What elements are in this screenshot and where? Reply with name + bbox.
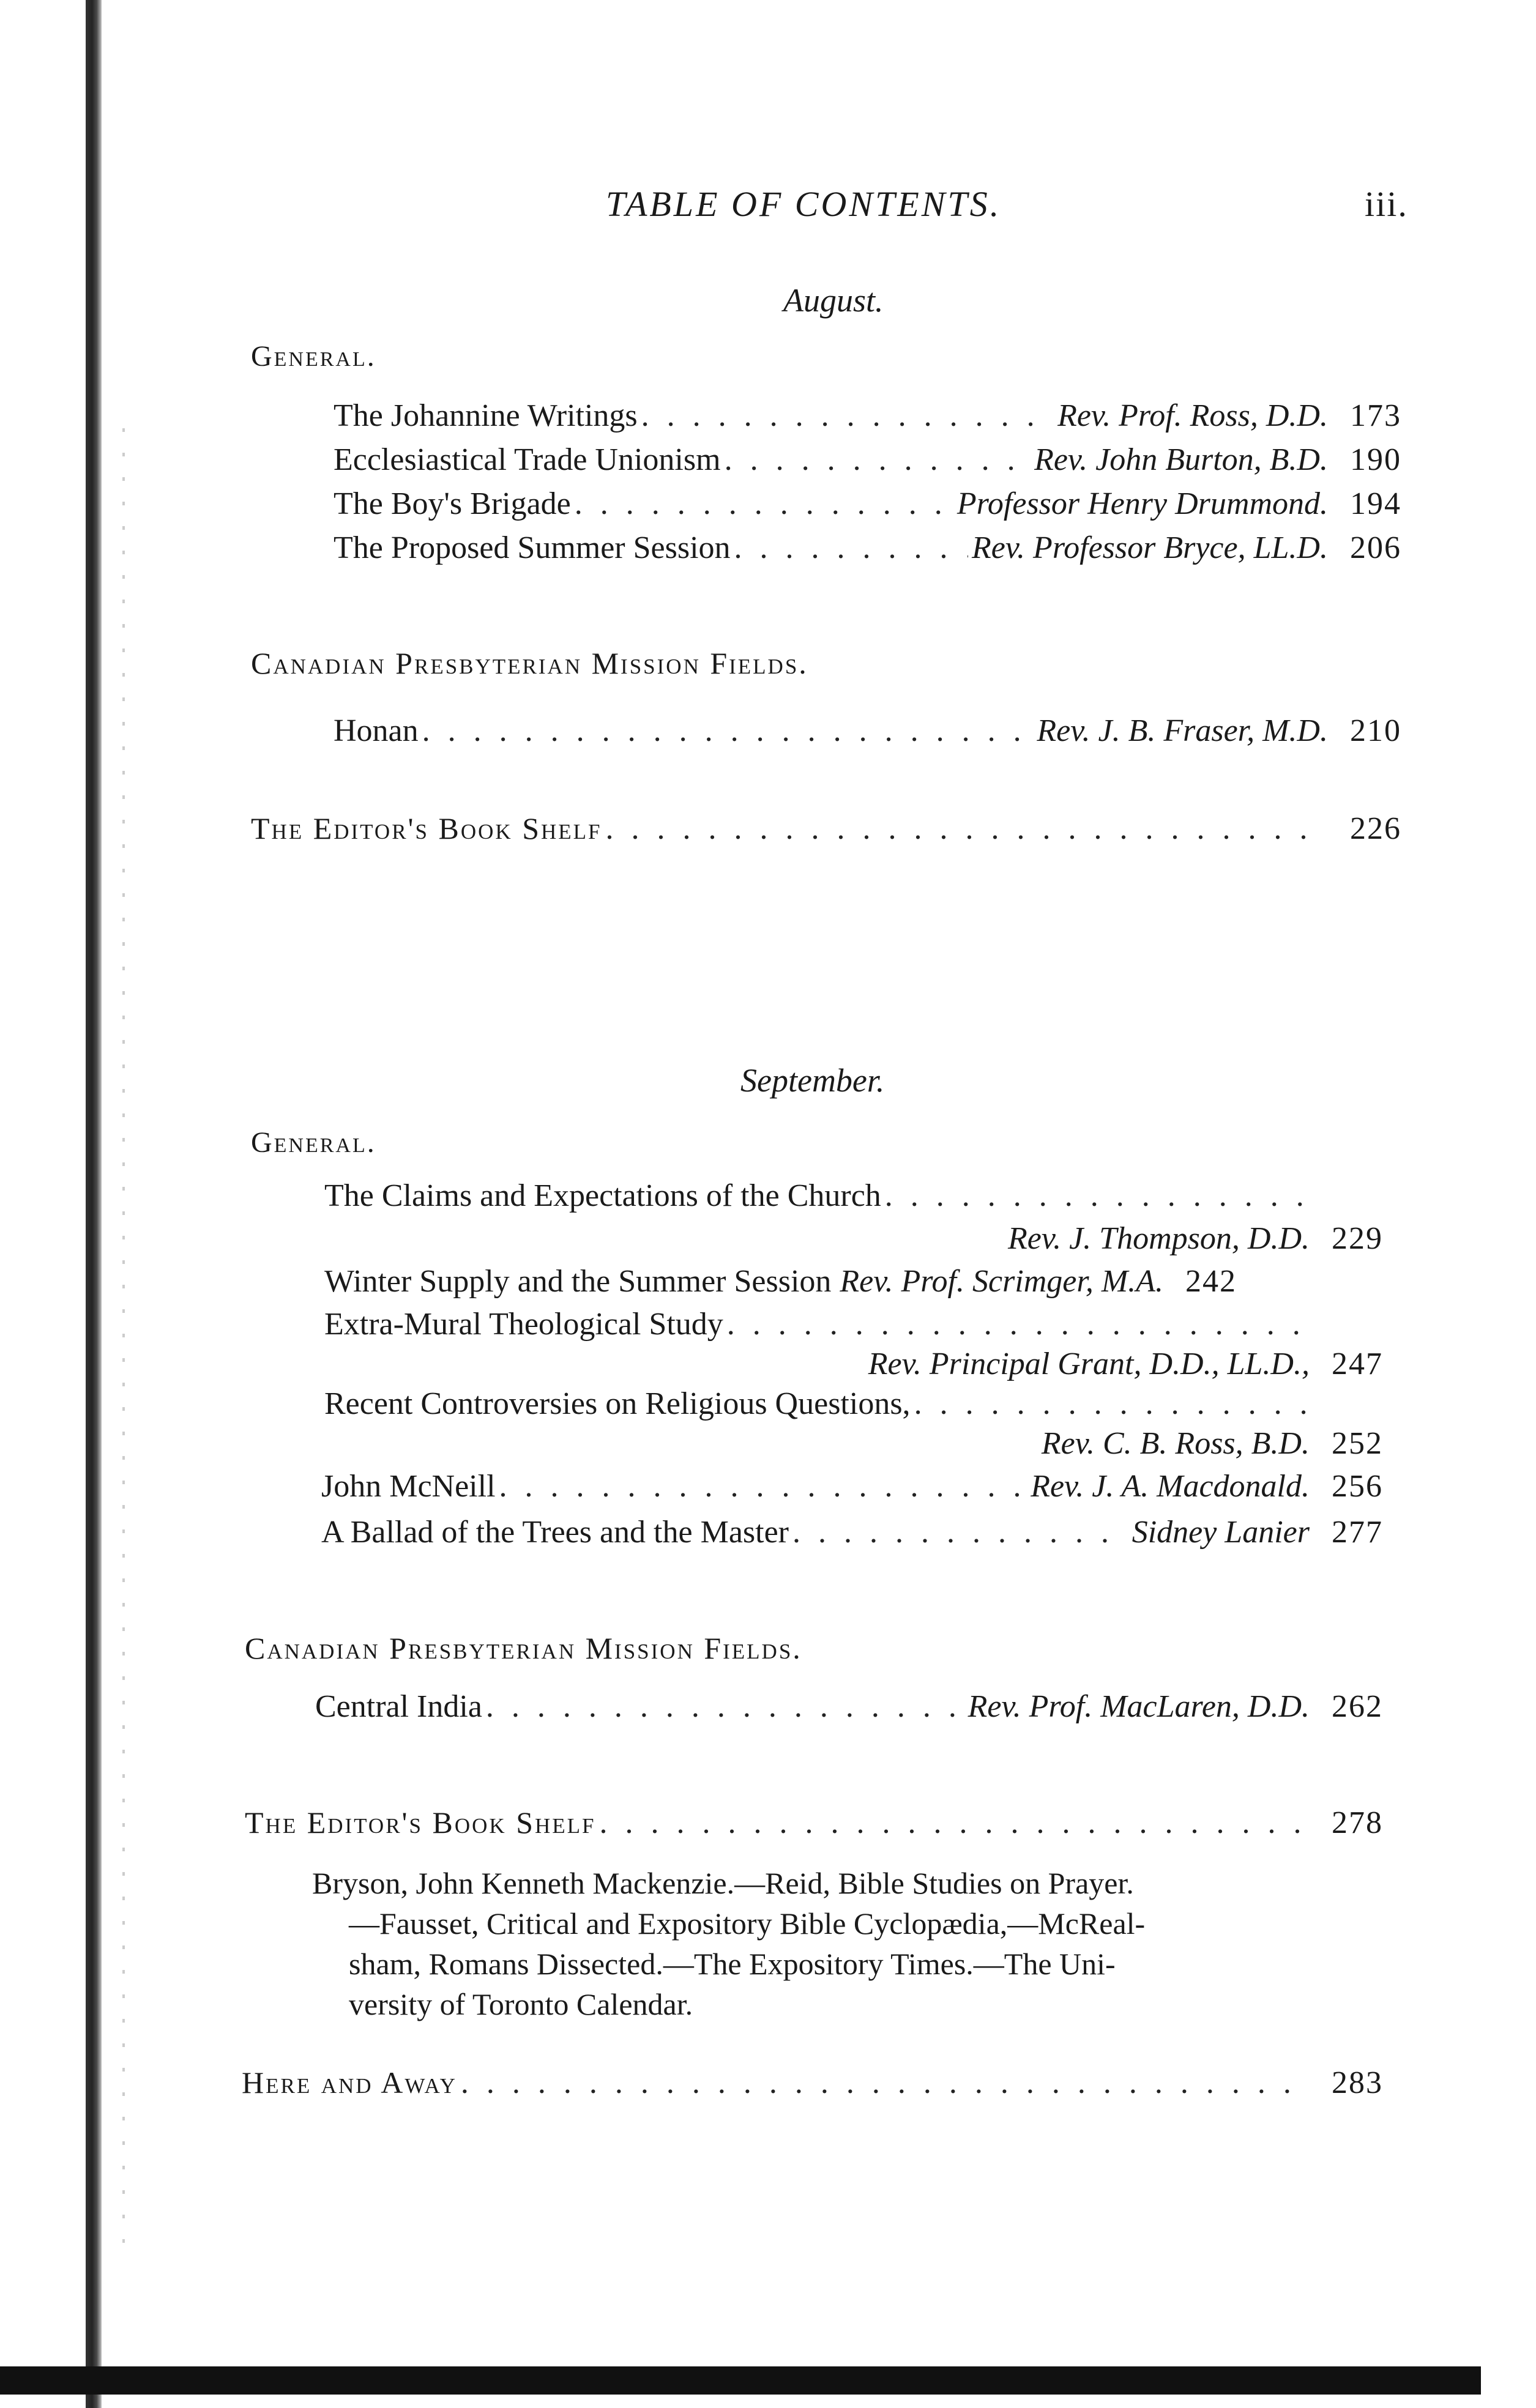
entry-title: A Ballad of the Trees and the Master (321, 1515, 789, 1550)
toc-entry (334, 530, 1401, 566)
entry-page: 262 (1332, 1689, 1383, 1724)
toc-entry (321, 1514, 1383, 1550)
toc-entry (334, 442, 1401, 478)
entry-page: 277 (1332, 1515, 1383, 1550)
toc-entry-here-and-away (242, 2065, 1383, 2101)
toc-entry-line2 (324, 1425, 1383, 1462)
dot-leader (422, 713, 1034, 749)
toc-entry (321, 1468, 1383, 1504)
entry-title: Recent Controversies on Religious Questions, (324, 1386, 911, 1421)
entry-title: Central India (315, 1689, 482, 1724)
entry-page: 278 (1332, 1805, 1383, 1840)
entry-page: 283 (1332, 2065, 1383, 2100)
entry-author: Professor Henry Drummond. (956, 486, 1328, 521)
dot-leader (725, 442, 1031, 478)
dot-leader (575, 486, 953, 522)
dot-leader (641, 398, 1054, 434)
entry-author: Rev. John Burton, B.D. (1034, 442, 1328, 477)
entry-title: Extra-Mural Theological Study (324, 1307, 723, 1342)
dot-leader (486, 1689, 964, 1725)
toc-entry (334, 486, 1401, 522)
entry-author: Rev. Prof. Scrimger, M.A. (840, 1264, 1163, 1299)
month-heading-september: September. (740, 1062, 885, 1099)
entry-author: Rev. J. Thompson, D.D. (1008, 1221, 1310, 1256)
entry-author: Sidney Lanier (1131, 1515, 1310, 1550)
toc-entry-line1 (324, 1178, 1310, 1214)
entry-page: 256 (1332, 1469, 1383, 1504)
running-head: TABLE OF CONTENTS. (606, 184, 1002, 224)
entry-author: Rev. Prof. Ross, D.D. (1057, 398, 1328, 433)
binding-edge-speckle (122, 428, 125, 2264)
dot-leader (606, 811, 1325, 847)
entry-author: Rev. Principal Grant, D.D., LL.D., (868, 1347, 1310, 1381)
entry-page: 247 (1332, 1347, 1383, 1381)
entry-page: 210 (1350, 713, 1401, 748)
toc-entry-bookshelf (251, 811, 1401, 847)
section-heading-general: General. (251, 1126, 376, 1159)
toc-entry (334, 398, 1401, 434)
note-line: sham, Romans Dissected.—The Expository Times.—The Uni- (349, 1947, 1116, 1981)
toc-entry (324, 1263, 1383, 1299)
toc-entry-line2 (324, 1221, 1383, 1257)
entry-title: Honan (334, 713, 419, 748)
entry-page: 242 (1185, 1264, 1237, 1299)
dot-leader (914, 1386, 1306, 1422)
entry-title: Winter Supply and the Summer Session (324, 1264, 832, 1299)
note-line: —Fausset, Critical and Expository Bible Cyclopædia,—McReal- (349, 1906, 1146, 1941)
entry-title: The Johannine Writings (334, 398, 638, 433)
entry-page: 194 (1350, 486, 1401, 521)
dot-leader (885, 1178, 1306, 1214)
binding-edge (86, 0, 102, 2408)
entry-page: 173 (1350, 398, 1401, 433)
dot-leader (792, 1514, 1128, 1550)
dot-leader (461, 2065, 1306, 2101)
section-heading-mission-fields: Canadian Presbyterian Mission Fields. (245, 1631, 802, 1665)
scan-bottom-edge (0, 2366, 1481, 2395)
toc-entry-line1 (324, 1306, 1310, 1342)
entry-page: 229 (1332, 1221, 1383, 1256)
entry-page: 252 (1332, 1426, 1383, 1461)
toc-entry-bookshelf (245, 1805, 1383, 1841)
entry-page: 226 (1350, 811, 1401, 846)
section-heading-general: General. (251, 340, 376, 373)
dot-leader (727, 1306, 1306, 1342)
entry-author: Rev. Professor Bryce, LL.D. (971, 530, 1328, 565)
entry-page: 190 (1350, 442, 1401, 477)
entry-author: Rev. J. A. Macdonald. (1031, 1469, 1310, 1504)
entry-title: The Boy's Brigade (334, 486, 571, 521)
toc-entry (334, 713, 1401, 749)
entry-title: Ecclesiastical Trade Unionism (334, 442, 721, 477)
section-heading-mission-fields: Canadian Presbyterian Mission Fields. (251, 646, 808, 680)
entry-author: Rev. J. B. Fraser, M.D. (1037, 713, 1328, 748)
entry-title: Here and Away (242, 2065, 457, 2100)
entry-title: John McNeill (321, 1469, 496, 1504)
month-heading-august: August. (783, 282, 884, 319)
entry-title: The Proposed Summer Session (334, 530, 731, 565)
toc-entry-line2 (324, 1346, 1383, 1382)
note-line: versity of Toronto Calendar. (349, 1987, 693, 2021)
entry-title: The Editor's Book Shelf (251, 811, 602, 845)
toc-entry-line1 (324, 1386, 1310, 1422)
page-folio: iii. (1365, 184, 1408, 224)
dot-leader (600, 1805, 1307, 1841)
dot-leader (499, 1468, 1027, 1504)
entry-page: 206 (1350, 530, 1401, 565)
entry-title: The Claims and Expectations of the Church (324, 1178, 881, 1213)
bookshelf-contents-note (312, 1863, 1377, 2024)
entry-title: The Editor's Book Shelf (245, 1805, 596, 1840)
entry-author: Rev. C. B. Ross, B.D. (1041, 1426, 1310, 1461)
toc-entry (315, 1689, 1383, 1725)
note-line: Bryson, John Kenneth Mackenzie.—Reid, Bible Studies on Prayer. (312, 1866, 1134, 1900)
entry-author: Rev. Prof. MacLaren, D.D. (967, 1689, 1310, 1724)
dot-leader (734, 530, 968, 566)
